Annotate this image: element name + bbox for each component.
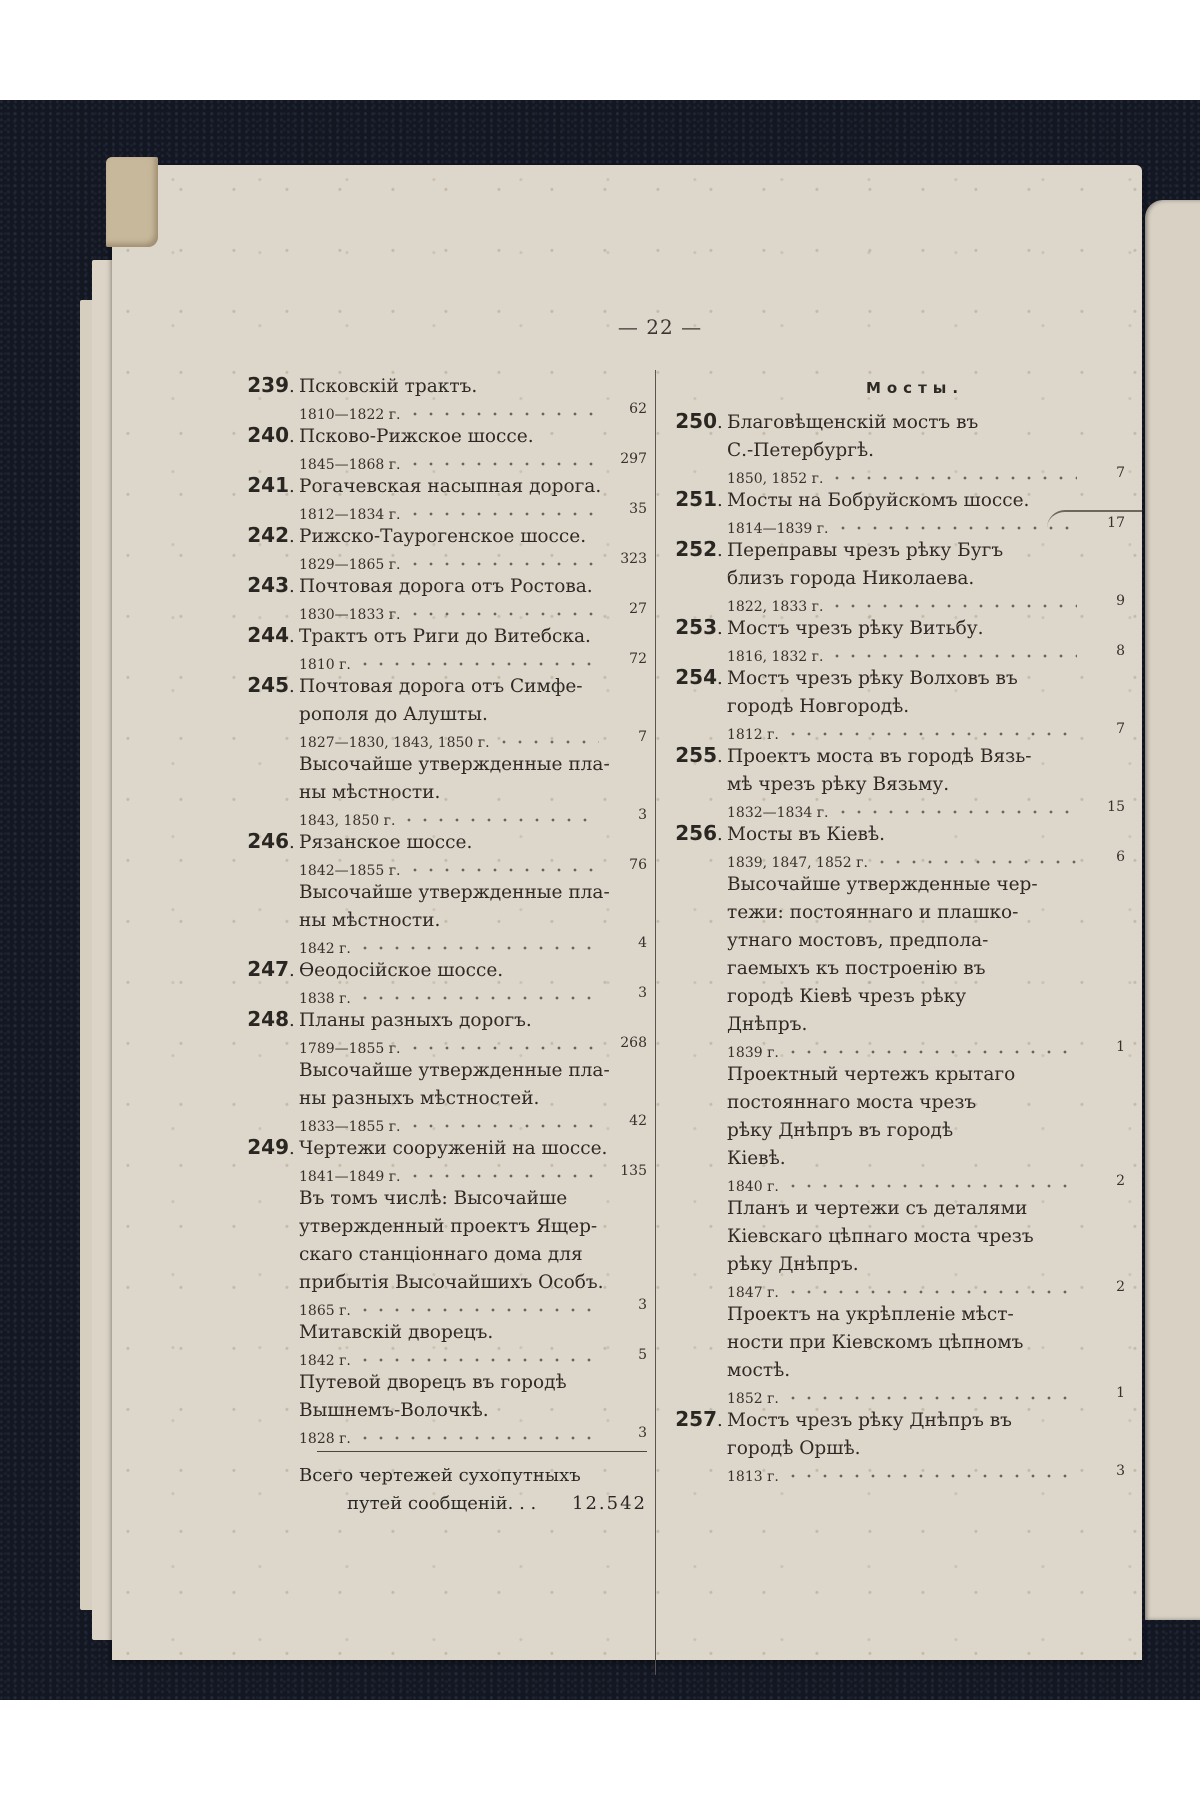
drawing-count: 3 bbox=[638, 1425, 647, 1441]
entry-heading bbox=[237, 473, 647, 501]
item-description: рѣку Днѣпръ. bbox=[727, 1254, 859, 1275]
date-count-row bbox=[237, 451, 647, 473]
date-range: 1830—1833 г. bbox=[299, 607, 401, 623]
date-count-row bbox=[237, 729, 647, 751]
item-description: прибытія Высочайшихъ Особъ. bbox=[299, 1272, 604, 1293]
drawing-count: 17 bbox=[1107, 515, 1125, 531]
drawing-count: 76 bbox=[629, 857, 647, 873]
drawing-count: 9 bbox=[1116, 593, 1125, 609]
entry-title: Мостъ чрезъ рѣку Витьбу. bbox=[727, 618, 984, 639]
total-label-line2: путей сообщеній. . . bbox=[347, 1493, 537, 1514]
entry-heading bbox=[665, 665, 1125, 693]
entry-title: Благовѣщенскій мостъ въ bbox=[727, 412, 979, 433]
catalog-entry bbox=[237, 373, 647, 423]
item-description: утвержденный проектъ Ящер- bbox=[299, 1216, 598, 1237]
date-range: 1822, 1833 г. bbox=[727, 599, 824, 615]
date-count-row bbox=[237, 1425, 647, 1447]
item-description: Путевой дворецъ въ городѣ bbox=[299, 1372, 567, 1393]
entry-title: Мостъ чрезъ рѣку Волховъ въ bbox=[727, 668, 1018, 689]
dot-leader bbox=[407, 1121, 600, 1131]
drawing-count: 8 bbox=[1116, 643, 1125, 659]
catalog-entry bbox=[237, 473, 647, 523]
entry-title: Псково-Рижское шоссе. bbox=[299, 426, 534, 447]
date-count-row bbox=[237, 651, 647, 673]
item-description: рѣку Днѣпръ въ городѣ bbox=[727, 1120, 954, 1141]
drawing-count: 1 bbox=[1116, 1039, 1125, 1055]
entry-number: 253 bbox=[675, 615, 717, 639]
entry-heading bbox=[665, 1407, 1125, 1435]
catalog-entry bbox=[237, 573, 647, 623]
entry-title: Мосты въ Кіевѣ. bbox=[727, 824, 885, 845]
entry-number: 250 bbox=[675, 409, 717, 433]
dot-leader bbox=[785, 1287, 1077, 1297]
date-count-row bbox=[665, 515, 1125, 537]
dot-leader bbox=[829, 601, 1077, 611]
date-count-row bbox=[237, 1297, 647, 1319]
entry-number: 249 bbox=[247, 1135, 289, 1159]
catalog-entry bbox=[665, 487, 1125, 537]
entry-title: Переправы чрезъ рѣку Бугъ bbox=[727, 540, 1004, 561]
date-range: 1852 г. bbox=[727, 1391, 779, 1407]
date-range: 1827—1830, 1843, 1850 г. bbox=[299, 735, 490, 751]
entry-title-continued: С.-Петербургѣ. bbox=[727, 440, 874, 461]
entry-title-continued: мѣ чрезъ рѣку Вязьму. bbox=[727, 774, 950, 795]
date-range: 1840 г. bbox=[727, 1179, 779, 1195]
date-range: 1865 г. bbox=[299, 1303, 351, 1319]
entry-title: Чертежи сооруженій на шоссе. bbox=[299, 1138, 608, 1159]
entry-number-dot: . bbox=[289, 376, 295, 397]
entry-number: 243 bbox=[247, 573, 289, 597]
date-range: 1842—1855 г. bbox=[299, 863, 401, 879]
dot-leader bbox=[785, 1471, 1077, 1481]
entry-number-dot: . bbox=[717, 824, 723, 845]
entry-number: 242 bbox=[247, 523, 289, 547]
right-column bbox=[665, 373, 1125, 1485]
date-range: 1810—1822 г. bbox=[299, 407, 401, 423]
entry-number-dot: . bbox=[717, 412, 723, 433]
catalog-entry bbox=[237, 423, 647, 473]
item-description: Кіевѣ. bbox=[727, 1148, 786, 1169]
drawing-count: 3 bbox=[638, 985, 647, 1001]
entry-number: 248 bbox=[247, 1007, 289, 1031]
dot-leader bbox=[407, 409, 600, 419]
date-count-row bbox=[237, 1163, 647, 1185]
entry-heading bbox=[237, 623, 647, 651]
item-description: постояннаго моста чрезъ bbox=[727, 1092, 977, 1113]
dot-leader bbox=[407, 509, 600, 519]
catalog-entry bbox=[237, 957, 647, 1007]
date-count-row bbox=[237, 601, 647, 623]
torn-corner bbox=[106, 157, 158, 247]
entry-number-dot: . bbox=[289, 676, 295, 697]
date-count-row bbox=[665, 1039, 1125, 1061]
entry-heading bbox=[237, 423, 647, 451]
date-range: 1839, 1847, 1852 г. bbox=[727, 855, 868, 871]
left-column bbox=[237, 373, 647, 1518]
entry-number-dot: . bbox=[717, 746, 723, 767]
adjacent-page bbox=[1145, 200, 1200, 1620]
date-count-row bbox=[237, 551, 647, 573]
catalog-entry bbox=[665, 1407, 1125, 1485]
drawing-count: 323 bbox=[620, 551, 647, 567]
dot-leader bbox=[785, 1393, 1077, 1403]
drawing-count: 7 bbox=[1116, 721, 1125, 737]
column-divider bbox=[655, 370, 656, 1675]
entry-number-dot: . bbox=[289, 832, 295, 853]
date-range: 1842 г. bbox=[299, 941, 351, 957]
catalog-entry bbox=[237, 523, 647, 573]
item-description: Въ томъ числѣ: Высочайше bbox=[299, 1188, 568, 1209]
entry-heading bbox=[665, 537, 1125, 565]
date-range: 1812—1834 г. bbox=[299, 507, 401, 523]
entry-number: 247 bbox=[247, 957, 289, 981]
catalog-entry bbox=[237, 623, 647, 673]
entry-number-dot: . bbox=[717, 1410, 723, 1431]
date-count-row bbox=[665, 1463, 1125, 1485]
entry-number-dot: . bbox=[289, 1138, 295, 1159]
entry-number: 252 bbox=[675, 537, 717, 561]
catalog-entry bbox=[665, 743, 1125, 821]
date-count-row bbox=[237, 985, 647, 1007]
date-range: 1839 г. bbox=[727, 1045, 779, 1061]
item-description: скаго станціоннаго дома для bbox=[299, 1244, 583, 1265]
date-count-row bbox=[237, 935, 647, 957]
entry-heading bbox=[665, 615, 1125, 643]
entry-title-continued: городѣ Новгородѣ. bbox=[727, 696, 910, 717]
dot-leader bbox=[357, 1355, 599, 1365]
date-range: 1841—1849 г. bbox=[299, 1169, 401, 1185]
item-description: Проектный чертежъ крытаго bbox=[727, 1064, 1016, 1085]
dot-leader bbox=[407, 459, 600, 469]
drawing-count: 7 bbox=[1116, 465, 1125, 481]
entry-heading bbox=[665, 743, 1125, 771]
item-description: городѣ Кіевѣ чрезъ рѣку bbox=[727, 986, 967, 1007]
dot-leader bbox=[407, 559, 600, 569]
catalog-entry bbox=[237, 1007, 647, 1135]
entry-title: Почтовая дорога отъ Ростова. bbox=[299, 576, 593, 597]
section-title-bridges: Мосты. bbox=[865, 379, 965, 397]
date-count-row bbox=[665, 465, 1125, 487]
item-description: ности при Кіевскомъ цѣпномъ bbox=[727, 1332, 1024, 1353]
drawing-count: 15 bbox=[1107, 799, 1125, 815]
drawing-count: 4 bbox=[638, 935, 647, 951]
entry-heading bbox=[237, 1135, 647, 1163]
date-count-row bbox=[665, 1173, 1125, 1195]
entry-number: 241 bbox=[247, 473, 289, 497]
entry-heading bbox=[237, 373, 647, 401]
date-count-row bbox=[237, 1347, 647, 1369]
drawing-count: 72 bbox=[629, 651, 647, 667]
total-label-line1: Всего чертежей сухопутныхъ bbox=[299, 1465, 581, 1486]
date-range: 1838 г. bbox=[299, 991, 351, 1007]
entry-number: 245 bbox=[247, 673, 289, 697]
item-description: Кіевскаго цѣпнаго моста чрезъ bbox=[727, 1226, 1034, 1247]
item-description: Высочайше утвержденные пла- bbox=[299, 754, 610, 775]
date-range: 1816, 1832 г. bbox=[727, 649, 824, 665]
item-description: Вышнемъ-Волочкѣ. bbox=[299, 1400, 489, 1421]
date-count-row bbox=[237, 501, 647, 523]
catalog-entry bbox=[237, 673, 647, 829]
dot-leader bbox=[407, 1043, 600, 1053]
entry-heading bbox=[665, 821, 1125, 849]
entry-number: 254 bbox=[675, 665, 717, 689]
date-range: 1813 г. bbox=[727, 1469, 779, 1485]
entry-heading bbox=[237, 673, 647, 701]
entry-heading bbox=[237, 523, 647, 551]
entry-number-dot: . bbox=[289, 960, 295, 981]
entry-number: 244 bbox=[247, 623, 289, 647]
item-description: гаемыхъ къ построенію въ bbox=[727, 958, 986, 979]
entry-number: 240 bbox=[247, 423, 289, 447]
entry-title: Өеодосійское шоссе. bbox=[299, 960, 504, 981]
dot-leader bbox=[829, 651, 1077, 661]
date-count-row bbox=[237, 1035, 647, 1057]
date-count-row bbox=[665, 721, 1125, 743]
drawing-count: 3 bbox=[1116, 1463, 1125, 1479]
dot-leader bbox=[401, 815, 599, 825]
page-number: — 22 — bbox=[617, 315, 703, 339]
drawing-count: 3 bbox=[638, 807, 647, 823]
entry-number-dot: . bbox=[289, 626, 295, 647]
drawing-count: 3 bbox=[638, 1297, 647, 1313]
date-range: 1843, 1850 г. bbox=[299, 813, 396, 829]
drawing-count: 2 bbox=[1116, 1173, 1125, 1189]
entry-title-continued: рополя до Алушты. bbox=[299, 704, 488, 725]
dot-leader bbox=[407, 609, 600, 619]
document-page bbox=[112, 165, 1142, 1660]
item-description: утнаго мостовъ, предпола- bbox=[727, 930, 989, 951]
entry-title: Рязанское шоссе. bbox=[299, 832, 473, 853]
entry-title: Трактъ отъ Риги до Витебска. bbox=[299, 626, 591, 647]
catalog-entry bbox=[665, 615, 1125, 665]
entry-number: 251 bbox=[675, 487, 717, 511]
item-description: Митавскій дворецъ. bbox=[299, 1322, 494, 1343]
dot-leader bbox=[785, 729, 1077, 739]
item-description: Высочайше утвержденные пла- bbox=[299, 1060, 610, 1081]
total-value: 12.542 bbox=[572, 1493, 647, 1514]
date-range: 1833—1855 г. bbox=[299, 1119, 401, 1135]
date-range: 1850, 1852 г. bbox=[727, 471, 824, 487]
drawing-count: 5 bbox=[638, 1347, 647, 1363]
date-range: 1789—1855 г. bbox=[299, 1041, 401, 1057]
date-range: 1810 г. bbox=[299, 657, 351, 673]
entry-heading bbox=[237, 957, 647, 985]
date-count-row bbox=[237, 401, 647, 423]
catalog-entry bbox=[665, 409, 1125, 487]
entry-number-dot: . bbox=[717, 490, 723, 511]
dot-leader bbox=[835, 807, 1078, 817]
dot-leader bbox=[357, 943, 599, 953]
entry-title: Почтовая дорога отъ Симфе- bbox=[299, 676, 583, 697]
entry-title: Планы разныхъ дорогъ. bbox=[299, 1010, 532, 1031]
item-description: ны мѣстности. bbox=[299, 782, 441, 803]
dot-leader bbox=[829, 473, 1077, 483]
entry-number: 255 bbox=[675, 743, 717, 767]
drawing-count: 62 bbox=[629, 401, 647, 417]
item-description: Проектъ на укрѣпленіе мѣст- bbox=[727, 1304, 1014, 1325]
entry-title-continued: близъ города Николаева. bbox=[727, 568, 975, 589]
item-description: Высочайше утвержденные чер- bbox=[727, 874, 1038, 895]
entry-number-dot: . bbox=[289, 476, 295, 497]
dot-leader bbox=[496, 737, 599, 747]
entry-title: Рогачевская насыпная дорога. bbox=[299, 476, 602, 497]
item-description: ны мѣстности. bbox=[299, 910, 441, 931]
entry-title: Мостъ чрезъ рѣку Днѣпръ въ bbox=[727, 1410, 1012, 1431]
catalog-entry bbox=[237, 829, 647, 957]
entry-heading bbox=[665, 487, 1125, 515]
entry-title: Мосты на Бобруйскомъ шоссе. bbox=[727, 490, 1030, 511]
dot-leader bbox=[785, 1181, 1077, 1191]
dot-leader bbox=[874, 857, 1077, 867]
drawing-count: 2 bbox=[1116, 1279, 1125, 1295]
drawing-count: 135 bbox=[620, 1163, 647, 1179]
drawing-count: 6 bbox=[1116, 849, 1125, 865]
entry-number-dot: . bbox=[289, 526, 295, 547]
date-range: 1829—1865 г. bbox=[299, 557, 401, 573]
drawing-count: 27 bbox=[629, 601, 647, 617]
entry-title: Псковскій трактъ. bbox=[299, 376, 478, 397]
entry-title: Рижско-Таурогенское шоссе. bbox=[299, 526, 587, 547]
date-count-row bbox=[665, 643, 1125, 665]
drawing-count: 1 bbox=[1116, 1385, 1125, 1401]
entry-number: 257 bbox=[675, 1407, 717, 1431]
entry-heading bbox=[237, 573, 647, 601]
date-count-row bbox=[665, 799, 1125, 821]
entry-heading bbox=[237, 1007, 647, 1035]
date-count-row bbox=[665, 593, 1125, 615]
date-range: 1845—1868 г. bbox=[299, 457, 401, 473]
entry-number: 246 bbox=[247, 829, 289, 853]
entry-number: 256 bbox=[675, 821, 717, 845]
date-range: 1812 г. bbox=[727, 727, 779, 743]
dot-leader bbox=[407, 865, 600, 875]
entry-number-dot: . bbox=[289, 426, 295, 447]
date-count-row bbox=[665, 1385, 1125, 1407]
catalog-entry bbox=[237, 1135, 647, 1447]
item-description: Днѣпръ. bbox=[727, 1014, 808, 1035]
entry-heading bbox=[237, 829, 647, 857]
drawing-count: 297 bbox=[620, 451, 647, 467]
date-count-row bbox=[237, 1113, 647, 1135]
dot-leader bbox=[357, 659, 599, 669]
date-range: 1832—1834 г. bbox=[727, 805, 829, 821]
entry-title: Проектъ моста въ городѣ Вязь- bbox=[727, 746, 1032, 767]
catalog-entry bbox=[665, 537, 1125, 615]
date-count-row bbox=[665, 1279, 1125, 1301]
catalog-entry bbox=[665, 821, 1125, 1407]
entry-number-dot: . bbox=[717, 540, 723, 561]
catalog-entry bbox=[665, 665, 1125, 743]
drawing-count: 35 bbox=[629, 501, 647, 517]
dot-leader bbox=[785, 1047, 1077, 1057]
dot-leader bbox=[835, 523, 1078, 533]
dot-leader bbox=[357, 993, 599, 1003]
total-rule bbox=[317, 1451, 647, 1452]
entry-number-dot: . bbox=[717, 668, 723, 689]
drawing-count: 42 bbox=[629, 1113, 647, 1129]
date-count-row bbox=[237, 857, 647, 879]
date-count-row bbox=[237, 807, 647, 829]
entry-title-continued: городѣ Оршѣ. bbox=[727, 1438, 861, 1459]
item-description: мостѣ. bbox=[727, 1360, 791, 1381]
entry-number-dot: . bbox=[289, 1010, 295, 1031]
drawing-count: 7 bbox=[638, 729, 647, 745]
entry-number: 239 bbox=[247, 373, 289, 397]
dot-leader bbox=[357, 1433, 599, 1443]
dot-leader bbox=[407, 1171, 600, 1181]
item-description: ны разныхъ мѣстностей. bbox=[299, 1088, 540, 1109]
entry-number-dot: . bbox=[717, 618, 723, 639]
date-range: 1828 г. bbox=[299, 1431, 351, 1447]
date-range: 1814—1839 г. bbox=[727, 521, 829, 537]
entry-heading bbox=[665, 409, 1125, 437]
dot-leader bbox=[357, 1305, 599, 1315]
date-range: 1842 г. bbox=[299, 1353, 351, 1369]
drawing-count: 268 bbox=[620, 1035, 647, 1051]
item-description: Планъ и чертежи съ деталями bbox=[727, 1198, 1028, 1219]
item-description: тежи: постояннаго и плашко- bbox=[727, 902, 1019, 923]
item-description: Высочайше утвержденные пла- bbox=[299, 882, 610, 903]
entry-number-dot: . bbox=[289, 576, 295, 597]
total-line2 bbox=[237, 1490, 647, 1518]
date-range: 1847 г. bbox=[727, 1285, 779, 1301]
date-count-row bbox=[665, 849, 1125, 871]
